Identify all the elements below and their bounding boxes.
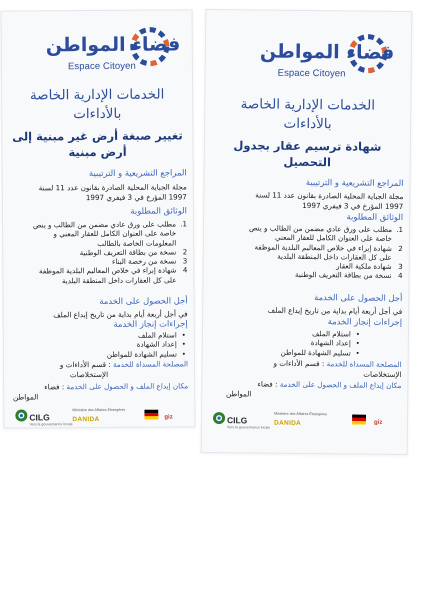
- sponsors-footer: [14, 406, 184, 428]
- docs-heading: الوثائق المطلوبة: [346, 211, 404, 223]
- list-item: • إعداد الشهادة: [310, 338, 360, 348]
- espace-citoyen-logo: [212, 22, 406, 80]
- steps-heading: إجراءات إنجاز الخدمة: [327, 316, 403, 328]
- sponsors-footer: [212, 410, 397, 436]
- danida-ministry: Ministère des Affaires Étrangères: [72, 407, 126, 413]
- danida-label: DANIDA: [72, 415, 100, 424]
- list-item: • إعداد الشهادة: [136, 339, 186, 350]
- legal-heading: المراجع التشريعية و الترتيبية: [305, 176, 404, 189]
- danida-label: DANIDA: [273, 419, 302, 427]
- services-title-line1: الخدمات الإدارية الخاصة: [240, 96, 376, 114]
- service-subtitle-line2: أرض مبنية: [68, 144, 127, 160]
- list-item: 1. مطلب على ورق عادي مضمن من الطالب و ينص خاصة على العنوان الكامل للعقار المعني: [248, 223, 404, 244]
- list-item: 3 نسخة من رخصة البناء: [111, 256, 188, 267]
- list-item: 2 شهادة إبراء في خلاص المعاليم البلدية الموظفة على كل العقارات داخل المنطقة البلدية: [254, 242, 403, 262]
- service-subtitle-line1: تغيير صبغة أرض غير مبنية إلى: [12, 128, 183, 144]
- logo-arabic: فضاء المواطن: [259, 40, 395, 64]
- place-line-2: المواطن: [226, 389, 252, 399]
- service-line-2: الإستخلاصات: [69, 369, 109, 380]
- place-line: مكان إيداع الملف و الحصول على الخدمة : فضاء: [257, 379, 402, 391]
- services-title-line2: بالأداءات: [283, 115, 332, 133]
- steps-list: [10, 330, 188, 359]
- cilg-logo-icon: [14, 407, 28, 427]
- brochure-left: [1, 9, 196, 428]
- place-line: مكان إيداع الملف و الحصول على الخدمة : فضاء: [44, 381, 189, 392]
- legal-text-line2: 1997 المؤرخ في 3 فيفري 1997: [302, 200, 404, 212]
- giz-label: giz: [373, 419, 383, 426]
- service-subtitle-line2: التحصيل: [283, 154, 332, 170]
- list-item: 4 شهادة إبراء في خلاص المعاليم البلدية الموظفة على كل العقارات داخل المنطقة البلدية: [38, 265, 188, 286]
- list-item: • استلام الملف: [312, 329, 360, 339]
- cilg-label: CILG: [29, 412, 50, 423]
- list-item: 4 نسخة من بطاقة التعريف الوطنية: [294, 270, 403, 281]
- cilg-sub: Vers la gouvernance locale: [226, 425, 271, 430]
- steps-heading: إجراءات إنجاز الخدمة: [113, 318, 188, 329]
- cilg-logo-icon: [212, 410, 226, 430]
- list-item: 1. مطلب على ورق عادي مضمن من الطالب و ينص خاصة على العنوان الكامل للعقار المعني و المعلومات الخاصة بالطالب: [32, 219, 188, 248]
- deadline-heading: أجل الحصول على الخدمة: [314, 292, 403, 304]
- service-subtitle-line1: شهادة ترسيم عقار بجدول: [233, 138, 382, 154]
- legal-text-line1: مجلة الجباية المحلية الصادرة بقانون عدد 11 لسنة: [255, 190, 404, 202]
- brochure-right: [201, 9, 413, 455]
- deadline-text: في أجل أربعة أيام بداية من تاريخ إيداع الملف: [267, 305, 403, 317]
- place-line-2: المواطن: [12, 392, 39, 402]
- deadline-text: في أجل أربعة أيام بداية من تاريخ إيداع الملف: [53, 309, 188, 320]
- list-item: • استلام الملف: [137, 330, 186, 340]
- list-item: • تسليم الشهادة للمواطن: [106, 348, 186, 359]
- logo-french: Espace Citoyen: [67, 60, 136, 73]
- danida-ministry: Ministère des Affaires Étrangères: [274, 411, 327, 417]
- docs-list: [210, 223, 404, 281]
- list-item: • تسليم الشهادة للمواطن: [280, 347, 360, 358]
- germany-flag-icon: [144, 410, 158, 420]
- espace-citoyen-logo: [8, 22, 186, 79]
- list-item: 3 شهادة ملكية العقار: [336, 261, 403, 272]
- steps-list: [209, 328, 402, 358]
- germany-flag-icon: [352, 414, 366, 424]
- legal-text-line1: مجلة الجباية المحلية الصادرة بقانون عدد 11 لسنة: [38, 182, 187, 193]
- legal-heading: المراجع التشريعية و الترتيبية: [88, 167, 187, 179]
- deadline-heading: أجل الحصول على الخدمة: [99, 295, 188, 306]
- service-line-2: الإستخلاصات: [363, 369, 402, 380]
- list-item: 2 نسخة من بطاقة التعريف الوطنية: [79, 247, 188, 258]
- services-title-line1: الخدمات الإدارية الخاصة: [29, 86, 165, 104]
- service-line: المصلحة المسداة للخدمة : قسم الأداءات و: [273, 358, 402, 370]
- legal-text-line2: 1997 المؤرخ في 3 فيفري 1997: [85, 192, 187, 203]
- service-line: المصلحة المسداة للخدمة : قسم الأداءات و: [59, 359, 189, 370]
- docs-list: [9, 219, 187, 285]
- cilg-sub: Vers la gouvernance locale: [29, 422, 73, 427]
- giz-label: giz: [164, 414, 173, 421]
- cilg-label: CILG: [226, 415, 248, 426]
- logo-french: Espace Citoyen: [277, 67, 346, 80]
- docs-heading: الوثائق المطلوبة: [130, 205, 187, 216]
- services-title-line2: بالأداءات: [73, 105, 122, 123]
- logo-arabic: فضاء المواطن: [45, 33, 181, 57]
